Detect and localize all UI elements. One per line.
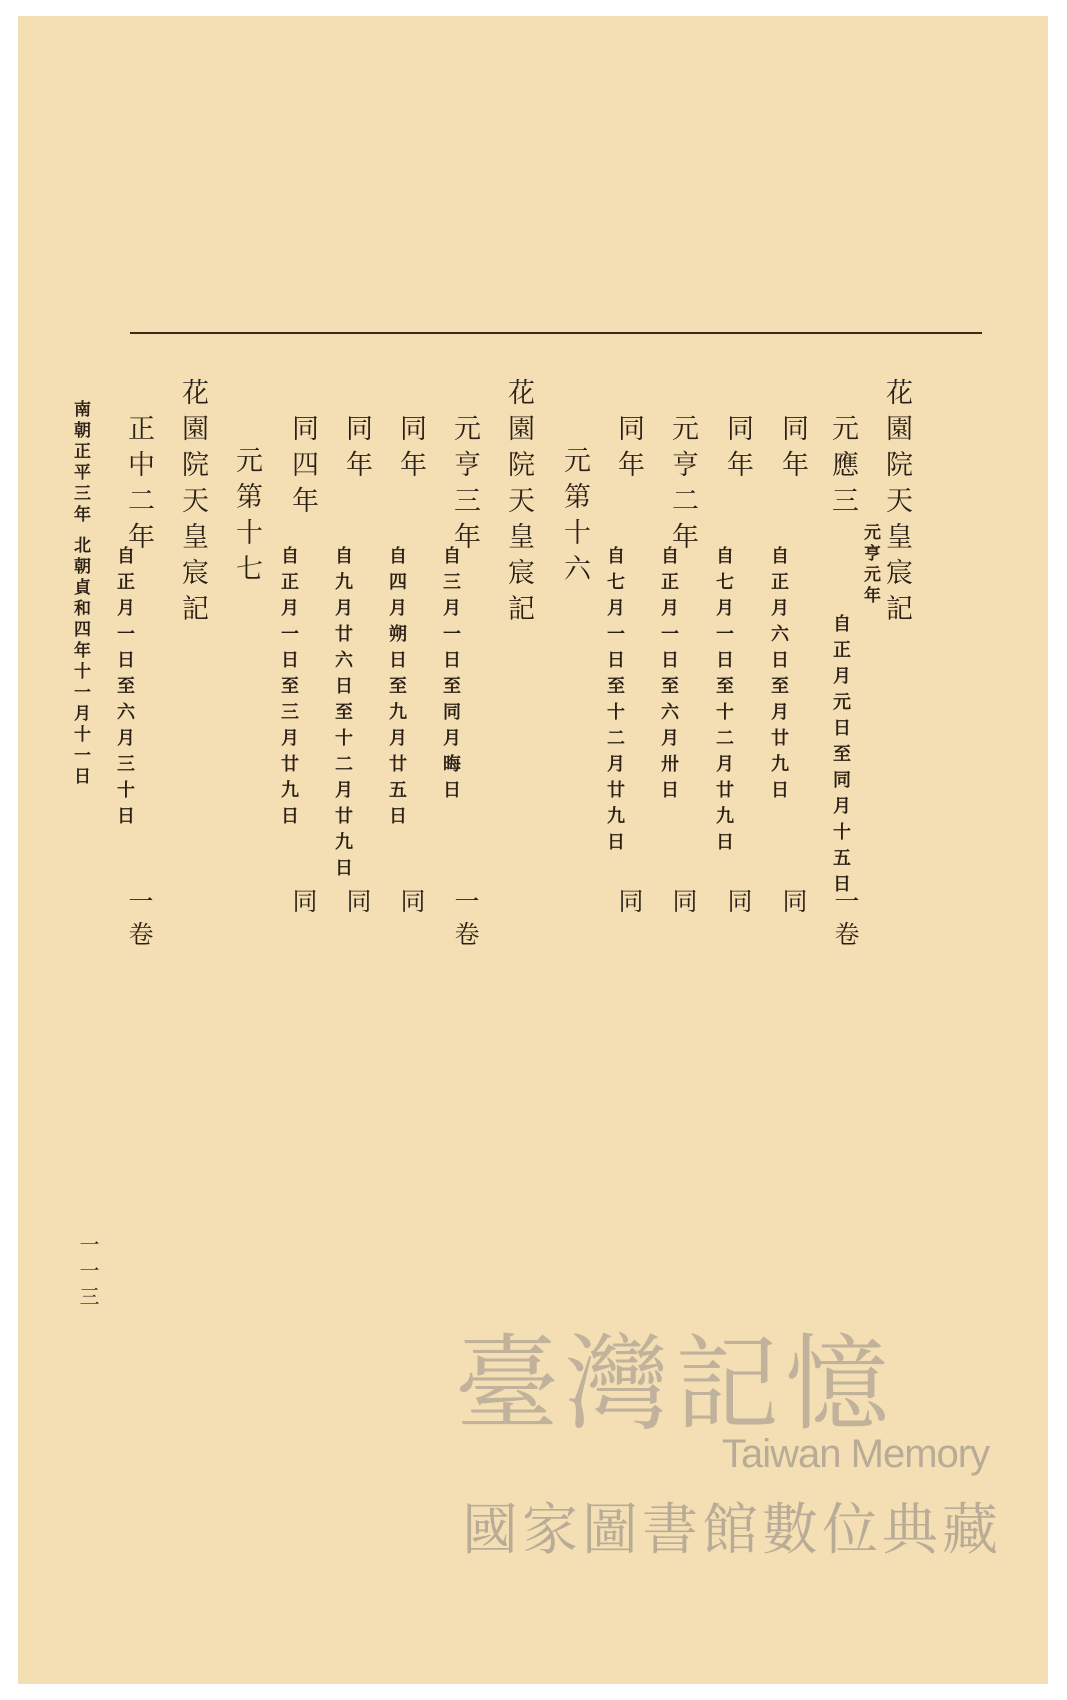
page-number: 一一三 [76, 1234, 100, 1312]
entry-era: 元亨元年 [860, 523, 880, 607]
watermark-english: Taiwan Memory [722, 1432, 990, 1476]
entry-year: 同年 [722, 414, 753, 486]
entry-year: 元亨二年 [667, 414, 698, 558]
entry-range: 自正月一日至三月廿九日 [278, 546, 299, 832]
entry-count: 同 [397, 888, 426, 921]
entry-count: 同 [724, 888, 753, 921]
footer-date: 南朝正平三年 北朝貞和四年十一月十一日 [70, 400, 90, 788]
watermark-logo-text: 臺灣記憶 [455, 1323, 896, 1445]
entry-year: 同年 [395, 414, 426, 486]
entry-range: 自三月一日至同月晦日 [440, 546, 461, 806]
entry-count: 同 [669, 888, 698, 921]
entry-year: 同年 [341, 414, 372, 486]
entry-number: 元第十六 [559, 446, 590, 590]
entry-year: 同年 [777, 414, 808, 486]
divider-rule [130, 332, 982, 334]
entry-range: 自九月廿六日至十二月廿九日 [332, 546, 353, 884]
entry-range: 自七月一日至十二月廿九日 [604, 546, 625, 858]
entry-range: 自正月一日至六月卅日 [658, 546, 679, 806]
entry-range: 自正月六日至月廿九日 [768, 546, 789, 806]
entry-range: 自正月元日至同月十五日 [830, 614, 851, 900]
entry-count: 一卷 [831, 888, 860, 954]
entry-number: 元第十七 [231, 446, 262, 590]
entry-count: 一卷 [451, 888, 480, 954]
entry-title: 花園院天皇宸記 [503, 378, 534, 630]
entry-year: 元應三 [827, 414, 858, 522]
entry-title: 花園院天皇宸記 [177, 378, 208, 630]
entry-year: 同四年 [287, 414, 318, 522]
entry-count: 一卷 [125, 888, 154, 954]
entry-year: 同年 [613, 414, 644, 486]
entry-count: 同 [343, 888, 372, 921]
entry-range: 自七月一日至十二月廿九日 [713, 546, 734, 858]
entry-count: 同 [289, 888, 318, 921]
entry-count: 同 [615, 888, 644, 921]
entry-range: 自四月朔日至九月廿五日 [386, 546, 407, 832]
watermark-org: 國家圖書館數位典藏 [462, 1498, 1002, 1563]
entry-year: 元亨三年 [449, 414, 480, 558]
entry-year: 正中二年 [123, 414, 154, 558]
entry-title: 花園院天皇宸記 [881, 378, 912, 630]
entry-count: 同 [779, 888, 808, 921]
entry-range: 自正月一日至六月三十日 [114, 546, 135, 832]
